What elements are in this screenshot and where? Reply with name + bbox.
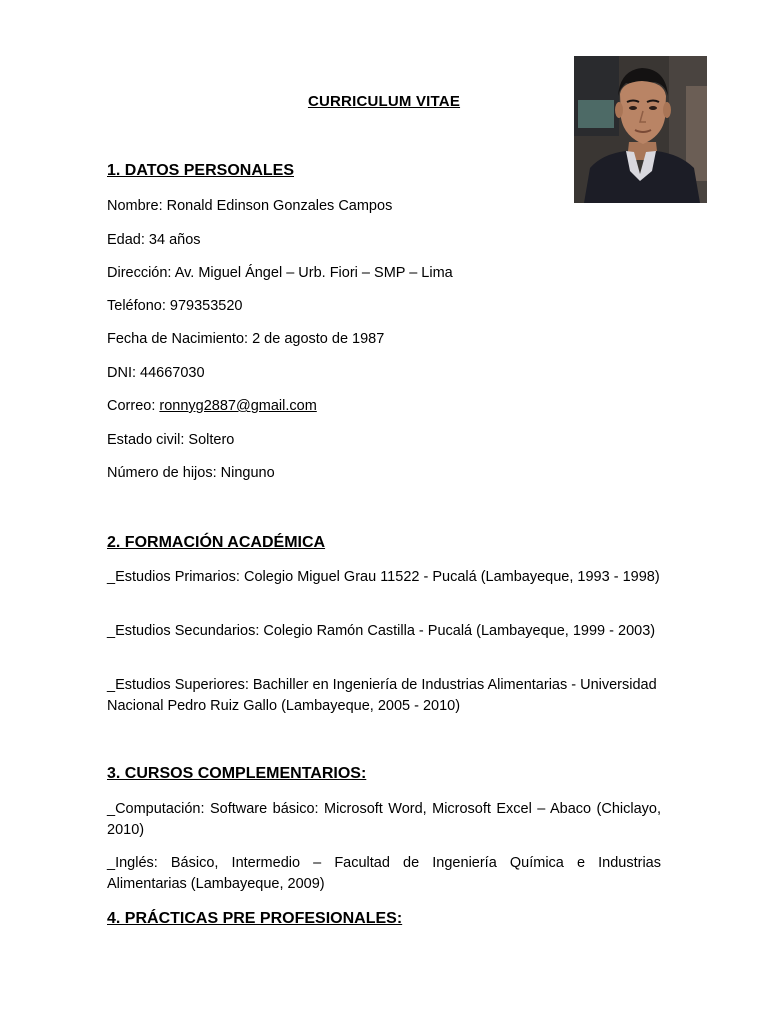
field-nombre: Nombre: Ronald Edinson Gonzales Campos (107, 198, 393, 214)
course-item-computacion: _Computación: Software básico: Microsoft Word, Microsoft Excel – Abaco (Chiclayo, 2010) (107, 801, 661, 838)
document-title: CURRICULUM VITAE (307, 93, 461, 110)
field-dni: DNI: 44667030 (107, 365, 205, 381)
section-heading-practices: 4. PRÁCTICAS PRE PROFESIONALES: (107, 910, 403, 927)
section-heading-education: 2. FORMACIÓN ACADÉMICA (107, 534, 326, 551)
section-heading-personal: 1. DATOS PERSONALES (107, 162, 294, 179)
field-telefono: Teléfono: 979353520 (107, 298, 243, 314)
education-item-primary: _Estudios Primarios: Colegio Miguel Grau 11522 - Pucalá (Lambayeque, 1993 - 1998) (107, 569, 660, 585)
field-fecha-nacimiento: Fecha de Nacimiento: 2 de agosto de 1987 (107, 331, 385, 347)
education-item-secondary: _Estudios Secundarios: Colegio Ramón Castilla - Pucalá (Lambayeque, 1999 - 2003) (107, 623, 656, 639)
section-heading-courses: 3. CURSOS COMPLEMENTARIOS: (107, 765, 367, 782)
correo-label: Correo: (107, 398, 160, 414)
field-correo (107, 396, 317, 417)
field-edad: Edad: 34 años (107, 232, 201, 248)
person-portrait-icon (574, 56, 707, 203)
field-direccion: Dirección: Av. Miguel Ángel – Urb. Fiori – SMP – Lima (107, 265, 453, 281)
email-link[interactable]: ronnyg2887@gmail.com (159, 398, 317, 414)
course-item-ingles: _Inglés: Básico, Intermedio – Facultad de Ingeniería Química e Industrias Alimentarias (Lambayeque, 2009) (107, 855, 661, 892)
education-item-higher: _Estudios Superiores: Bachiller en Ingeniería de Industrias Alimentarias - Universidad Nacional Pedro Ruiz Gallo (Lambayeque, 2005 - 2010) (107, 677, 657, 714)
field-estado-civil: Estado civil: Soltero (107, 432, 235, 448)
field-numero-hijos: Número de hijos: Ninguno (107, 465, 275, 481)
